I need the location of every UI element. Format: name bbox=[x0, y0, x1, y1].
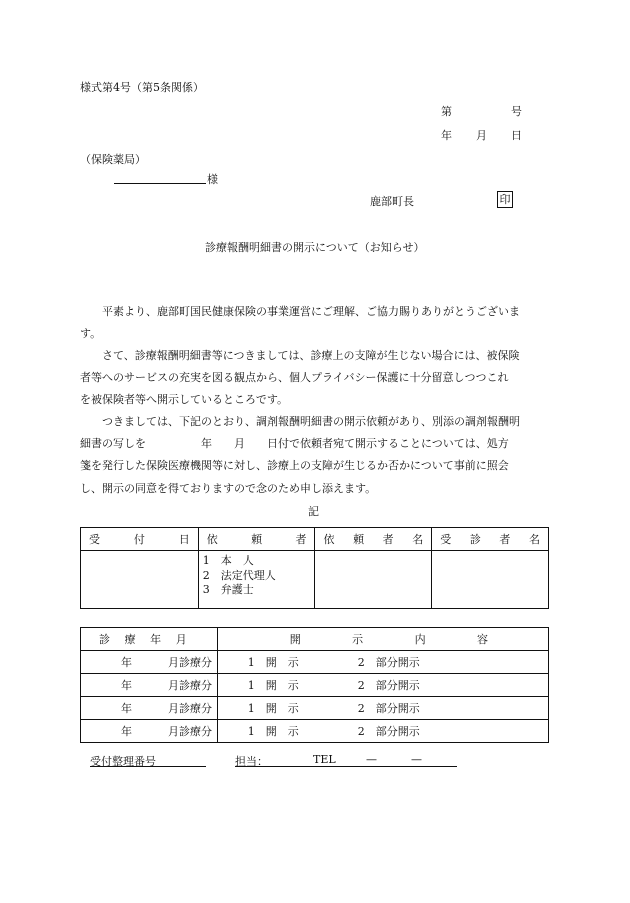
requester-option: 2 法定代理人 bbox=[202, 568, 276, 582]
date-day: 日 bbox=[511, 129, 522, 142]
option-partial: 2 部分開示 bbox=[357, 702, 420, 715]
receipt-number-line bbox=[90, 766, 206, 767]
requester-options-cell bbox=[198, 551, 315, 609]
mayor-title: 鹿部町長 bbox=[370, 195, 414, 208]
body-paragraph-3 bbox=[80, 411, 552, 500]
contact-line bbox=[235, 766, 457, 767]
month-label: 月診療分 bbox=[168, 679, 212, 692]
header-requester-name: 依頼者名 bbox=[315, 528, 432, 551]
option-full: 1 開 示 bbox=[247, 679, 299, 692]
reception-date-cell bbox=[81, 551, 199, 609]
disclosure-option-cell bbox=[217, 720, 548, 743]
treatment-month-cell bbox=[81, 651, 218, 674]
body-line: 細書の写しを 年 月 日付で依頼者宛て開示することについては、処方 bbox=[80, 437, 509, 451]
date-year: 年 bbox=[441, 129, 452, 142]
number-prefix: 第 bbox=[441, 105, 452, 118]
option-partial: 2 部分開示 bbox=[357, 679, 420, 692]
option-full: 1 開 示 bbox=[247, 656, 299, 669]
month-label: 月診療分 bbox=[168, 702, 212, 715]
header-disclosure-content: 開示内容 bbox=[217, 628, 548, 651]
tel-dash-2: — bbox=[411, 753, 422, 766]
body-line: し、開示の同意を得ておりますので念のため申し添えます。 bbox=[80, 481, 377, 495]
header-reception-date: 受付日 bbox=[81, 528, 199, 551]
treatment-month-cell bbox=[81, 674, 218, 697]
body-paragraph-1 bbox=[80, 301, 552, 345]
request-table bbox=[80, 527, 549, 609]
body-paragraph-2 bbox=[80, 345, 552, 412]
requester-option: 1 本 人 bbox=[202, 554, 254, 567]
document-title: 診療報酬明細書の開示について（お知らせ） bbox=[205, 241, 425, 254]
treatment-month-cell bbox=[81, 720, 218, 743]
receipt-number-label: 受付整理番号 bbox=[90, 755, 156, 768]
disclosure-option-cell bbox=[217, 651, 548, 674]
recipient-name-line bbox=[114, 183, 206, 184]
option-full: 1 開 示 bbox=[247, 702, 299, 715]
year-label: 年 bbox=[121, 702, 132, 715]
disclosure-option-cell bbox=[217, 697, 548, 720]
month-label: 月診療分 bbox=[168, 656, 212, 669]
tel-label: TEL bbox=[313, 753, 336, 766]
treatment-month-cell bbox=[81, 697, 218, 720]
disclosure-option-cell bbox=[217, 674, 548, 697]
body-line: 箋を発行した保険医療機関等に対し、診療上の支障が生じるか否かについて事前に照会 bbox=[80, 459, 509, 473]
year-label: 年 bbox=[121, 679, 132, 692]
pharmacy-label: （保険薬局） bbox=[80, 153, 146, 166]
header-requester: 依頼者 bbox=[198, 528, 315, 551]
body-line: 者等へのサービスの充実を図る観点から、個人プライバシー保護に十分留意しつつこれ bbox=[80, 371, 509, 385]
header-treatment-month: 診療年月 bbox=[81, 628, 218, 651]
body-line: す。 bbox=[80, 327, 102, 341]
requester-name-cell bbox=[315, 551, 432, 609]
option-full: 1 開 示 bbox=[247, 725, 299, 738]
honorific-sama: 様 bbox=[207, 173, 218, 186]
contact-label: 担当： bbox=[235, 755, 268, 768]
option-partial: 2 部分開示 bbox=[357, 725, 420, 738]
tel-dash-1: — bbox=[366, 753, 377, 766]
body-line: を被保険者等へ開示しているところです。 bbox=[80, 393, 289, 407]
disclosure-table bbox=[80, 627, 549, 743]
seal-stamp: 印 bbox=[497, 191, 513, 208]
option-partial: 2 部分開示 bbox=[357, 656, 420, 669]
patient-name-cell bbox=[432, 551, 549, 609]
requester-option: 3 弁護士 bbox=[202, 583, 254, 596]
body-line: さて、診療報酬明細書等につきましては、診療上の支障が生じない場合には、被保険 bbox=[102, 349, 520, 362]
form-number: 様式第4号（第5条関係） bbox=[80, 81, 204, 94]
date-month: 月 bbox=[476, 129, 487, 142]
body-line: つきましては、下記のとおり、調剤報酬明細書の開示依頼があり、別添の調剤報酬明 bbox=[102, 415, 520, 428]
number-suffix: 号 bbox=[511, 105, 522, 118]
ki-label: 記 bbox=[308, 505, 319, 518]
body-line: 平素より、鹿部町国民健康保険の事業運営にご理解、ご協力賜りありがとうございま bbox=[102, 305, 520, 318]
year-label: 年 bbox=[121, 656, 132, 669]
month-label: 月診療分 bbox=[168, 725, 212, 738]
header-patient-name: 受診者名 bbox=[432, 528, 549, 551]
year-label: 年 bbox=[121, 725, 132, 738]
